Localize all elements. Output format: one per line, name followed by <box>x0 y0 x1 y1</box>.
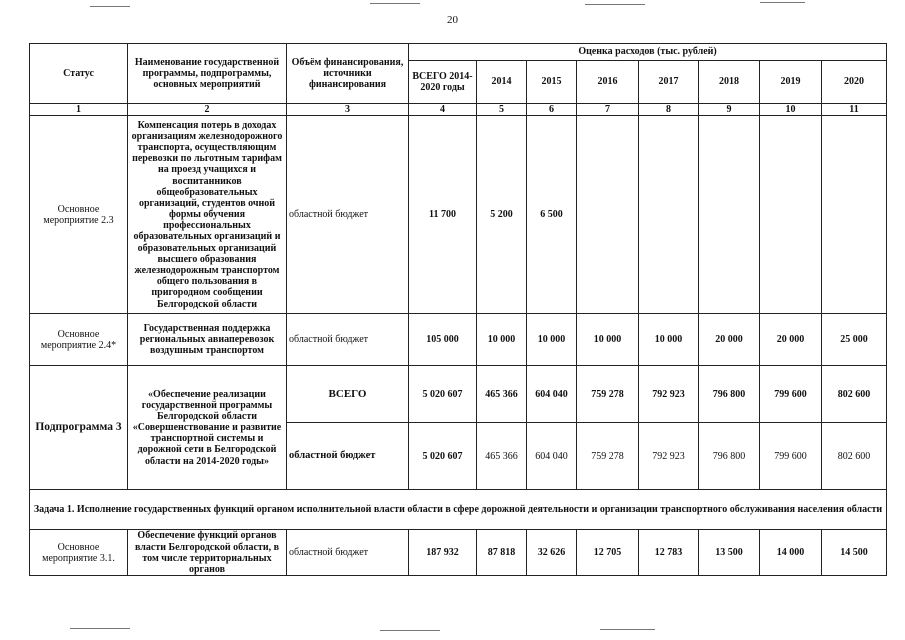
row-value: 32 626 <box>527 530 577 576</box>
column-number: 7 <box>577 104 639 116</box>
scan-artifact <box>585 4 645 5</box>
row-source: областной бюджет <box>287 423 409 490</box>
row-value <box>639 116 699 314</box>
header-year: 2014 <box>477 61 527 104</box>
budget-table <box>29 43 887 576</box>
header-estimate: Оценка расходов (тыс. рублей) <box>409 44 887 61</box>
row-value: 87 818 <box>477 530 527 576</box>
row-value: 12 705 <box>577 530 639 576</box>
scan-artifact <box>370 3 420 4</box>
column-number: 9 <box>699 104 760 116</box>
scan-artifact <box>380 630 440 631</box>
row-value: 12 783 <box>639 530 699 576</box>
row-value: 759 278 <box>577 423 639 490</box>
row-value: 10 000 <box>477 314 527 366</box>
row-value: 20 000 <box>699 314 760 366</box>
row-value: 799 600 <box>760 423 822 490</box>
table-row <box>30 530 887 576</box>
row-value: 13 500 <box>699 530 760 576</box>
row-name: Государственная поддержка региональных авиаперевозок воздушным транспортом <box>128 314 287 366</box>
row-value: 20 000 <box>760 314 822 366</box>
row-value: 759 278 <box>577 366 639 423</box>
header-year: 2020 <box>822 61 887 104</box>
header-year: 2016 <box>577 61 639 104</box>
table-row <box>30 366 887 423</box>
header-name: Наименование государственной программы, подпрограммы, основных мероприятий <box>128 44 287 104</box>
row-value: 25 000 <box>822 314 887 366</box>
row-value: 187 932 <box>409 530 477 576</box>
scan-artifact <box>90 6 130 7</box>
task-row <box>30 490 887 530</box>
header-volume: Объём финансирования, источники финансирования <box>287 44 409 104</box>
row-value <box>577 116 639 314</box>
row-value: 802 600 <box>822 423 887 490</box>
column-number: 8 <box>639 104 699 116</box>
row-value: 14 000 <box>760 530 822 576</box>
header-year: 2017 <box>639 61 699 104</box>
row-value <box>760 116 822 314</box>
row-name: Компенсация потерь в доходах организациям железнодорожного транспорта, осуществляющим перевозки по льготным тарифам на проезд учащихся и воспитанников общеобразовательных организаций, студентов очной формы обучения профессиональных образовательных организаций и образовательных организаций высшего образования железнодорожным транспортом общего пользования в пригородном сообщении Белгородской области <box>128 116 287 314</box>
row-value: 5 200 <box>477 116 527 314</box>
task-text: Задача 1. Исполнение государственных функций органом исполнительной власти области в сфере дорожной деятельности и организации транспортного обслуживания населения области <box>30 490 887 530</box>
table-row <box>30 314 887 366</box>
row-status: Основное мероприятие 2.4* <box>30 314 128 366</box>
row-value: 10 000 <box>577 314 639 366</box>
row-status: Основное мероприятие 3.1. <box>30 530 128 576</box>
table-row <box>30 116 887 314</box>
column-number: 2 <box>128 104 287 116</box>
row-value: 14 500 <box>822 530 887 576</box>
row-value: 11 700 <box>409 116 477 314</box>
row-status: Основное мероприятие 2.3 <box>30 116 128 314</box>
row-value <box>699 116 760 314</box>
row-source: ВСЕГО <box>287 366 409 423</box>
row-value: 465 366 <box>477 423 527 490</box>
header-year: 2015 <box>527 61 577 104</box>
row-value: 796 800 <box>699 366 760 423</box>
header-total: ВСЕГО 2014-2020 годы <box>409 61 477 104</box>
row-value <box>822 116 887 314</box>
row-value: 792 923 <box>639 366 699 423</box>
subprogram-status: Подпрограмма 3 <box>30 366 128 490</box>
row-source: областной бюджет <box>287 530 409 576</box>
scan-artifact <box>760 2 805 3</box>
page-number: 20 <box>447 14 458 26</box>
row-value: 796 800 <box>699 423 760 490</box>
row-name: Обеспечение функций органов власти Белгородской области, в том числе территориальных органов <box>128 530 287 576</box>
column-number: 11 <box>822 104 887 116</box>
row-source: областной бюджет <box>287 116 409 314</box>
row-value: 604 040 <box>527 423 577 490</box>
column-number: 10 <box>760 104 822 116</box>
row-value: 105 000 <box>409 314 477 366</box>
row-value: 799 600 <box>760 366 822 423</box>
row-value: 465 366 <box>477 366 527 423</box>
row-value: 792 923 <box>639 423 699 490</box>
row-value: 5 020 607 <box>409 366 477 423</box>
header-year: 2018 <box>699 61 760 104</box>
column-number: 3 <box>287 104 409 116</box>
row-value: 6 500 <box>527 116 577 314</box>
header-status: Статус <box>30 44 128 104</box>
column-number: 4 <box>409 104 477 116</box>
row-value: 802 600 <box>822 366 887 423</box>
row-value: 10 000 <box>527 314 577 366</box>
header-year: 2019 <box>760 61 822 104</box>
column-number: 5 <box>477 104 527 116</box>
column-number: 6 <box>527 104 577 116</box>
scan-artifact <box>600 629 655 630</box>
row-value: 5 020 607 <box>409 423 477 490</box>
row-source: областной бюджет <box>287 314 409 366</box>
scan-artifact <box>70 628 130 629</box>
subprogram-name: «Обеспечение реализации государственной программы Белгородской области «Совершенствование и развитие транспортной системы и дорожной сети в Белгородской области на 2014-2020 годы» <box>128 366 287 490</box>
row-value: 10 000 <box>639 314 699 366</box>
row-value: 604 040 <box>527 366 577 423</box>
column-number: 1 <box>30 104 128 116</box>
